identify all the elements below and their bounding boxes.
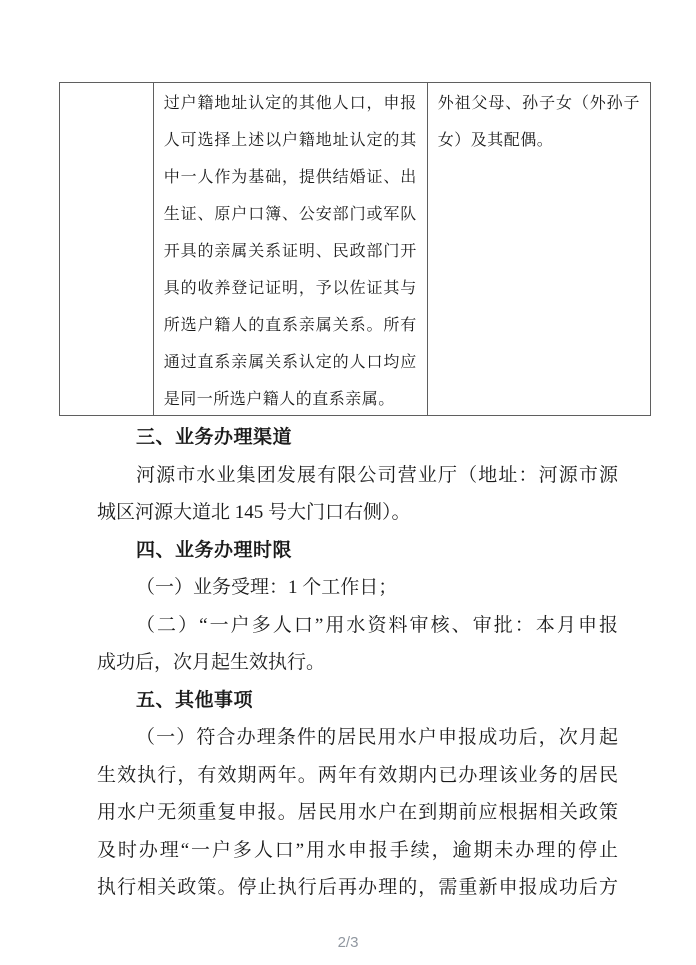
body-line: 用水户无须重复申报。居民用水户在到期前应根据相关政策 — [97, 802, 618, 823]
body-line: 河源市水业集团发展有限公司营业厅（地址：河源市源 — [136, 464, 618, 486]
table-cell-line: 中一人作为基础，提供结婚证、出 — [163, 169, 417, 186]
table-cell-line: 是同一所选户籍人的直系亲属。 — [163, 391, 395, 408]
body-line: 城区河源大道北 145 号大门口右侧）。 — [97, 502, 411, 523]
document-table — [59, 82, 651, 416]
body-line: 生效执行，有效期两年。两年有效期内已办理该业务的居民 — [97, 764, 618, 786]
page-number: 2/3 — [337, 934, 359, 951]
section-heading: 四、业务办理时限 — [136, 539, 293, 561]
table-cell-line: 通过直系亲属关系认定的人口均应 — [163, 354, 417, 371]
table-label-cell — [60, 83, 154, 415]
table-cell-line: 过户籍地址认定的其他人口，申报 — [163, 95, 417, 112]
document-body — [97, 419, 618, 907]
body-line: 执行相关政策。停止执行后再办理的，需重新申报成功后方 — [97, 877, 618, 898]
body-line: （一）业务受理：1 个工作日； — [136, 577, 398, 598]
body-line: （二）“一户多人口”用水资料审核、审批：本月申报 — [136, 614, 618, 636]
table-cell-line: 人可选择上述以户籍地址认定的其 — [163, 132, 417, 149]
table-scope-cell — [428, 83, 650, 415]
table-cell-line: 开具的亲属关系证明、民政部门开 — [163, 243, 417, 260]
table-cell-line: 生证、原户口簿、公安部门或军队 — [163, 206, 417, 223]
table-cell-line: 所选户籍人的直系亲属关系。所有 — [163, 317, 417, 334]
section-heading: 三、业务办理渠道 — [136, 427, 293, 448]
table-cell-line: 外祖父母、孙子女（外孙子 — [437, 95, 640, 112]
body-line: 及时办理“一户多人口”用水申报手续，逾期未办理的停止 — [97, 839, 618, 861]
body-line: （一）符合办理条件的居民用水户申报成功后，次月起 — [136, 727, 618, 748]
table-description-cell — [154, 83, 428, 415]
table-cell-line: 具的收养登记证明，予以佐证其与 — [163, 280, 417, 297]
table-cell-line: 女）及其配偶。 — [437, 132, 554, 149]
body-line: 成功后，次月起生效执行。 — [97, 652, 326, 673]
section-heading: 五、其他事项 — [136, 689, 254, 711]
